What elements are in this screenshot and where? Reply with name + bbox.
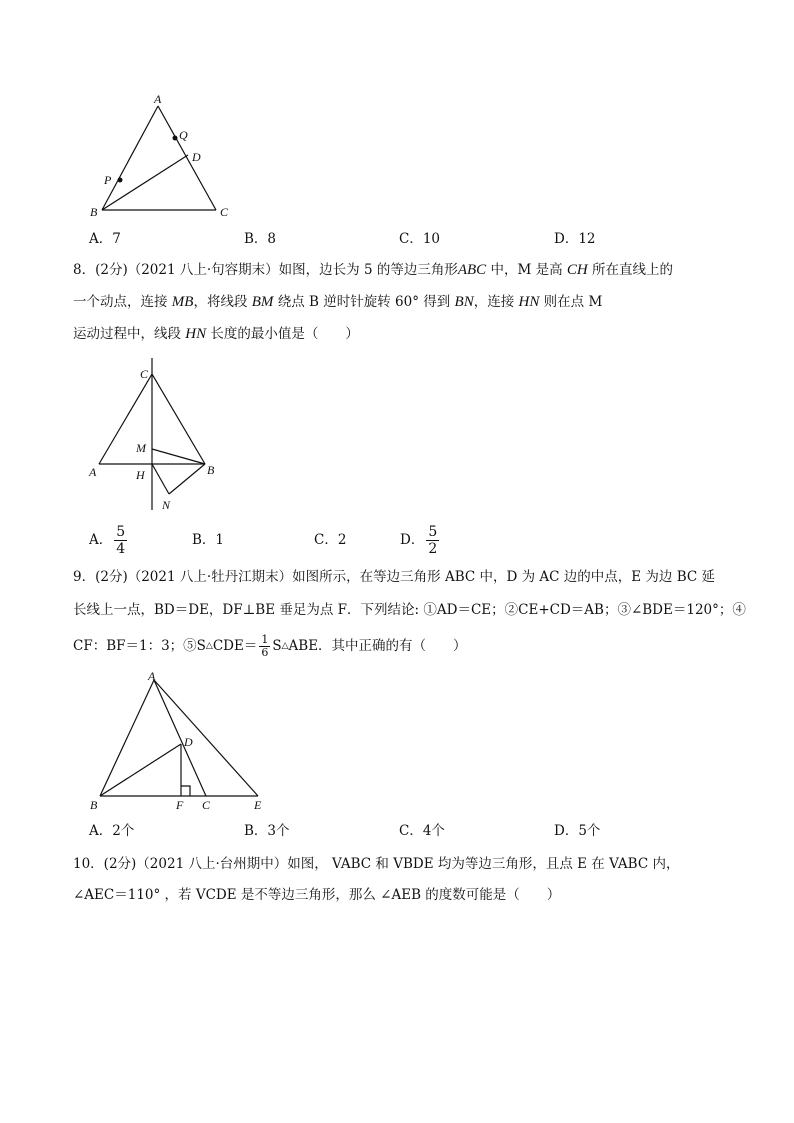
q8-option-a[interactable]: A． $\frac{5}{4}$ (89, 523, 126, 557)
q8-option-b[interactable]: B．1 (192, 532, 225, 548)
label-d: D (192, 150, 201, 164)
figure-q9 (84, 666, 274, 814)
label-a: A (154, 92, 162, 106)
figure-q8 (85, 352, 225, 517)
q10-line-1: 10．(2分)（2021 八上·台州期中）如图， VABC 和 VBDE 均为等边三角形，且点 E 在 VABC 内， (73, 856, 680, 872)
q7-option-b[interactable]: B．8 (244, 231, 277, 247)
q9-line-2: 长线上一点，BD＝DE，DF⊥BE 垂足为点 F．下列结论: ①AD＝CE；②CE+CD＝AB；③∠BDE＝120°；④ (73, 602, 746, 618)
label-q: Q (179, 128, 188, 142)
label-b: B (207, 463, 215, 477)
fraction-1-6: $\frac{1}{6}$ (261, 632, 269, 659)
label-m: M (136, 441, 146, 455)
label-h: H (136, 468, 145, 482)
q9-line-3: CF：BF＝1：3；⑤S △ CDE＝ $\frac{1}{6}$ S △ ABE．其中正确的有（ ） (73, 632, 467, 659)
label-f: F (176, 798, 184, 812)
q9-line-1: 9．(2分)（2021 八上·牡丹江期末）如图所示，在等边三角形 ABC 中，D 为 AC 边的中点，E 为边 BC 延 (73, 569, 715, 585)
q7-option-d[interactable]: D．12 (554, 231, 596, 247)
q8-option-c[interactable]: C．2 (314, 532, 347, 548)
point-p (118, 178, 123, 183)
label-a: A (89, 465, 97, 479)
label-a: A (148, 669, 156, 683)
label-b: B (90, 205, 98, 219)
q9-option-d[interactable]: D．5个 (554, 823, 601, 839)
point-q (173, 136, 178, 141)
label-e: E (254, 798, 262, 812)
fraction-5-4: $\frac{5}{4}$ (116, 523, 126, 557)
label-p: P (104, 173, 112, 187)
label-d: D (184, 735, 193, 749)
label-c: C (202, 798, 211, 812)
q8-line-2: 一个动点，连接 MB，将线段 BM 绕点 B 逆时针旋转 60° 得到 BN，连接 HN 则在点 M (73, 294, 603, 310)
fraction-5-2: $\frac{5}{2}$ (428, 523, 438, 557)
q7-option-c[interactable]: C．10 (399, 231, 441, 247)
figure-q7 (80, 88, 240, 228)
label-c: C (140, 367, 149, 381)
q8-option-d[interactable]: D． $\frac{5}{2}$ (400, 523, 438, 557)
q9-option-c[interactable]: C．4个 (399, 823, 445, 839)
q9-option-a[interactable]: A．2个 (89, 823, 135, 839)
label-n: N (162, 498, 171, 512)
q10-line-2: ∠AEC＝110° ，若 VCDE 是不等边三角形，那么 ∠AEB 的度数可能是（ ） (73, 887, 561, 903)
label-c: C (220, 205, 229, 219)
label-b: B (90, 798, 98, 812)
q8-line-3: 运动过程中，线段 HN 长度的最小值是（ ） (73, 326, 359, 342)
q8-line-1: 8．(2分)（2021 八上·句容期末）如图，边长为 5 的等边三角形ABC 中，M 是高 CH 所在直线上的 (73, 262, 674, 278)
q7-option-a[interactable]: A．7 (89, 231, 121, 247)
q9-option-b[interactable]: B．3个 (244, 823, 290, 839)
